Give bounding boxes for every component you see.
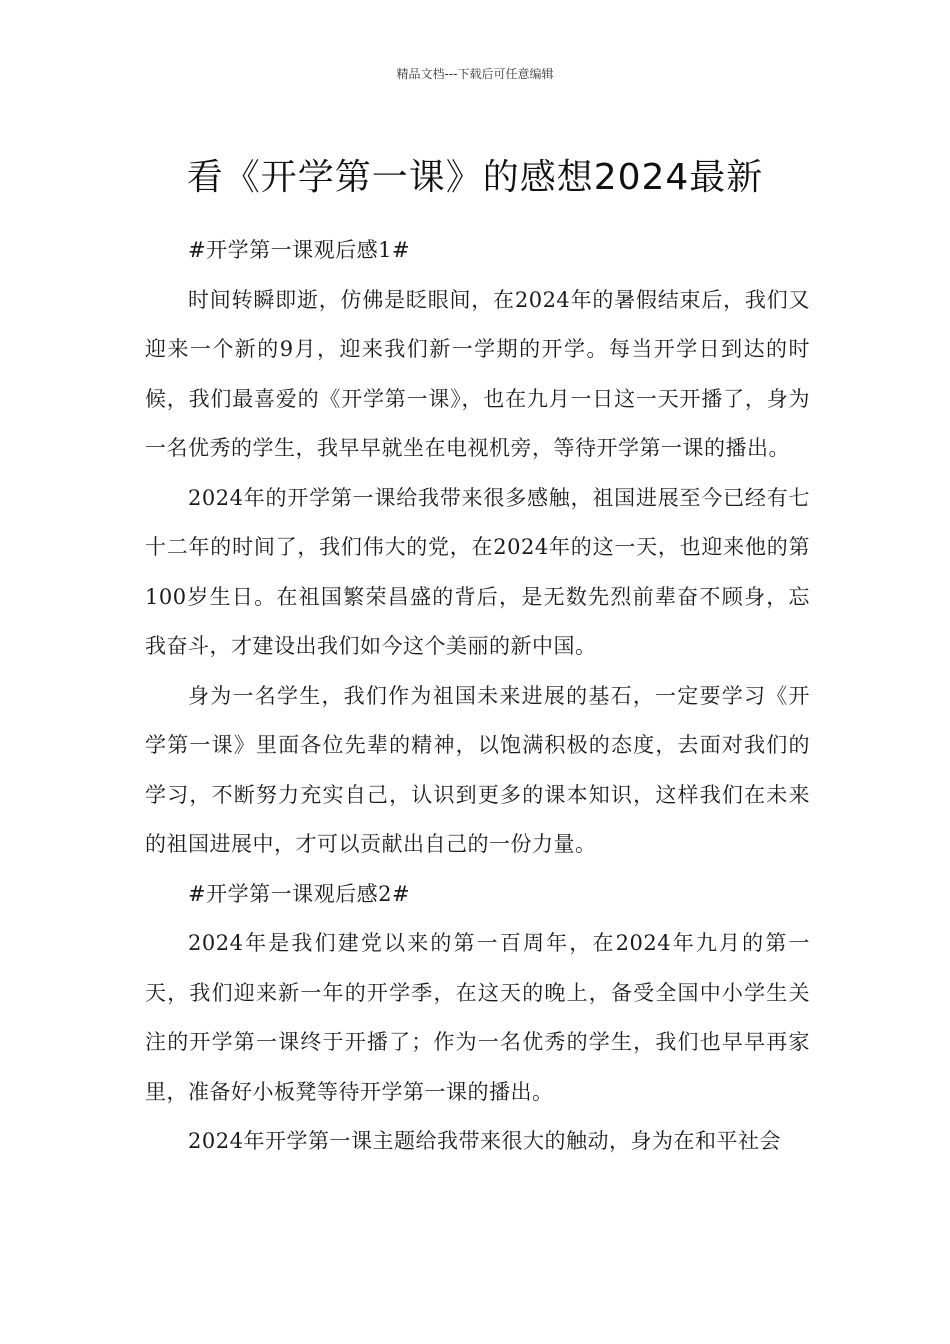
section-heading-1: #开学第一课观后感1#: [188, 238, 411, 262]
document-title: 看《开学第一课》的感想2024最新: [186, 157, 764, 199]
paragraph: 2024年是我们建党以来的第一百周年，在2024年九月的第一天，我们迎来新一年的开学季，在这天的晚上，备受全国中小学生关注的开学第一课终于开播了；作为一名优秀的学生，我们也早早再家里，准备好小板凳等待开学第一课的播出。: [145, 931, 810, 1104]
paragraph: 时间转瞬即逝，仿佛是眨眼间，在2024年的暑假结束后，我们又迎来一个新的9月，迎来我们新一学期的开学。每当开学日到达的时候，我们最喜爱的《开学第一课》，也在九月一日这一天开播了，身为一名优秀的学生，我早早就坐在电视机旁，等待开学第一课的播出。: [145, 287, 810, 460]
header-note: 精品文档---下载后可任意编辑: [396, 67, 554, 81]
paragraph: 身为一名学生，我们作为祖国未来进展的基石，一定要学习《开学第一课》里面各位先辈的精神，以饱满积极的态度，去面对我们的学习，不断努力充实自己，认识到更多的课本知识，这样我们在未来的祖国进展中，才可以贡献出自己的一份力量。: [145, 683, 810, 856]
paragraph: 2024年的开学第一课给我带来很多感触，祖国进展至今已经有七十二年的时间了，我们伟大的党，在2024年的这一天，也迎来他的第100岁生日。在祖国繁荣昌盛的背后，是无数先烈前辈奋不顾身，忘我奋斗，才建设出我们如今这个美丽的新中国。: [145, 485, 810, 658]
section-heading-2: #开学第一课观后感2#: [188, 881, 411, 906]
document-body: [145, 226, 810, 1167]
paragraph: 2024年开学第一课主题给我带来很大的触动，身为在和平社会: [188, 1129, 781, 1153]
